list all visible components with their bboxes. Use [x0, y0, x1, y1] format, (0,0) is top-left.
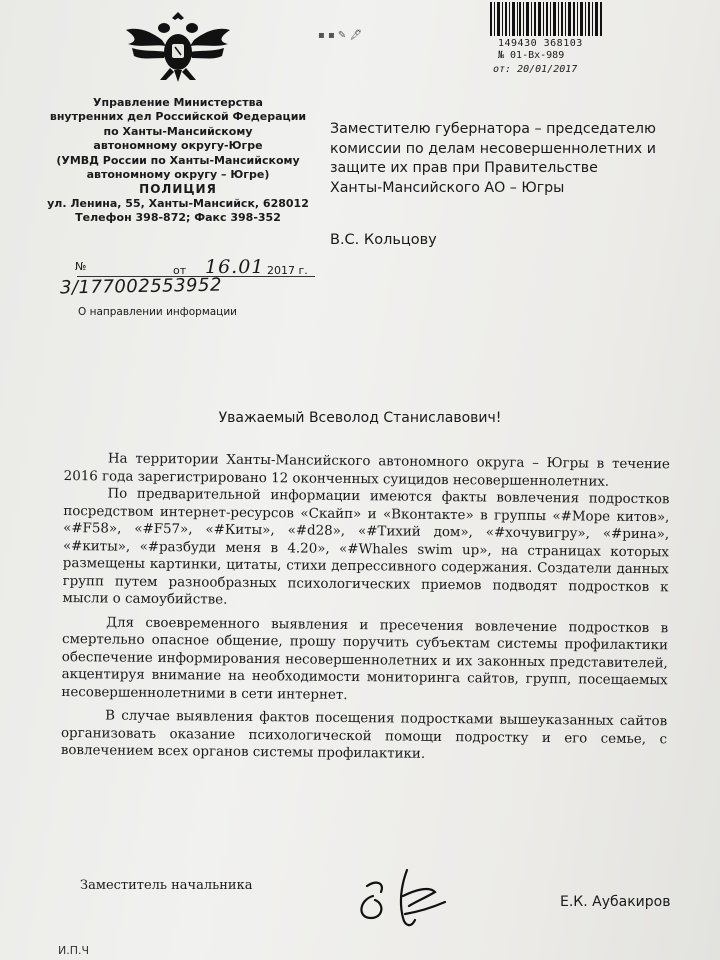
- handwritten-date: 16.01: [205, 256, 265, 278]
- number-label: №: [75, 260, 87, 273]
- signatory-name: Е.К. Аубакиров: [560, 894, 671, 910]
- sender-phone: Телефон 398-872; Факс 398-352: [75, 211, 281, 225]
- from-label: от: [173, 264, 187, 277]
- year-suffix: 2017 г.: [267, 264, 308, 277]
- sender-police: ПОЛИЦИЯ: [139, 182, 217, 197]
- body-paragraph: Для своевременного выявления и пресечения вовлечение подростков в смертельно опасное общение, прошу поручить субъектам системы профилактики обеспечение информирования несовершеннолетних и их законных представителей, акцентируя внимание на необходимости мониторинга сайтов, групп, посещаемых несовершеннолетними в сети интернет.: [61, 614, 669, 703]
- handwritten-outgoing-number: 3/177002553952: [59, 274, 223, 299]
- addressee-line: комиссии по делам несовершеннолетних и: [330, 140, 656, 157]
- footer-fragment: И.П.Ч: [58, 944, 90, 957]
- signatory-title: Заместитель начальника: [80, 878, 253, 893]
- addressee-line: Ханты-Мансийского АО – Югры: [330, 179, 565, 196]
- addressee-line: защите их прав при Правительстве: [330, 160, 598, 177]
- barcode-number: 149430 368103: [498, 38, 583, 49]
- sender-line: (УМВД России по Ханты-Мансийскому: [56, 153, 300, 167]
- body-paragraph: По предварительной информации имеются факты вовлечения подростков посредством интернет-ресурсов «Скайп» и «Вконтакте» в группы «#Море китов», «#F58», «#F57», «#Киты», «#d28», «#Тихий дом», «#хочувигру», «#рина», «#киты», «#разбуди меня в 4.20», «#Whales swim up», на страницах которых размещены картинки, цитаты, стихи депрессивного содержания. Создатели данных групп путем разнообразных психологических приемов подводят подростков к мысли о самоубийстве.: [62, 486, 670, 608]
- sender-line: автономному округу-Югре: [93, 139, 263, 153]
- incoming-reg-number: № 01-Вх-989: [498, 50, 565, 61]
- body-paragraph: На территории Ханты-Мансийского автономного округа – Югры в течение 2016 года зарегистрировано 12 оконченных суицидов несовершеннолетних.: [63, 451, 670, 490]
- barcode-icon: [488, 0, 606, 40]
- addressee-block: [330, 120, 670, 198]
- handwritten-signature: [345, 856, 455, 936]
- stamp-scribble: ▪ ▪ ✎ 🖋: [318, 30, 363, 41]
- sender-line: автономному округу – Югре): [86, 168, 270, 182]
- sender-line: внутренних дел Российской Федерации: [49, 110, 307, 124]
- addressee-name: В.С. Кольцову: [330, 232, 437, 248]
- addressee-line: Заместителю губернатора – председателю: [330, 121, 656, 137]
- letter-body: [61, 450, 670, 766]
- sender-address: ул. Ленина, 55, Ханты-Мансийск, 628012: [47, 196, 309, 210]
- sender-line: Управление Министерства: [93, 96, 263, 109]
- sender-line: по Ханты-Мансийскому: [103, 124, 253, 138]
- letter-subject: О направлении информации: [78, 306, 237, 318]
- salutation: Уважаемый Всеволод Станиславович!: [218, 410, 502, 426]
- incoming-reg-date: от: 20/01/2017: [493, 64, 578, 75]
- sender-block: [40, 96, 316, 226]
- body-paragraph: В случае выявления фактов посещения подростками вышеуказанных сайтов организовать оказание психологической помощи подростку и его семье, с вовлечением всех органов системы профилактики.: [60, 708, 668, 762]
- double-headed-eagle-icon: [118, 8, 238, 84]
